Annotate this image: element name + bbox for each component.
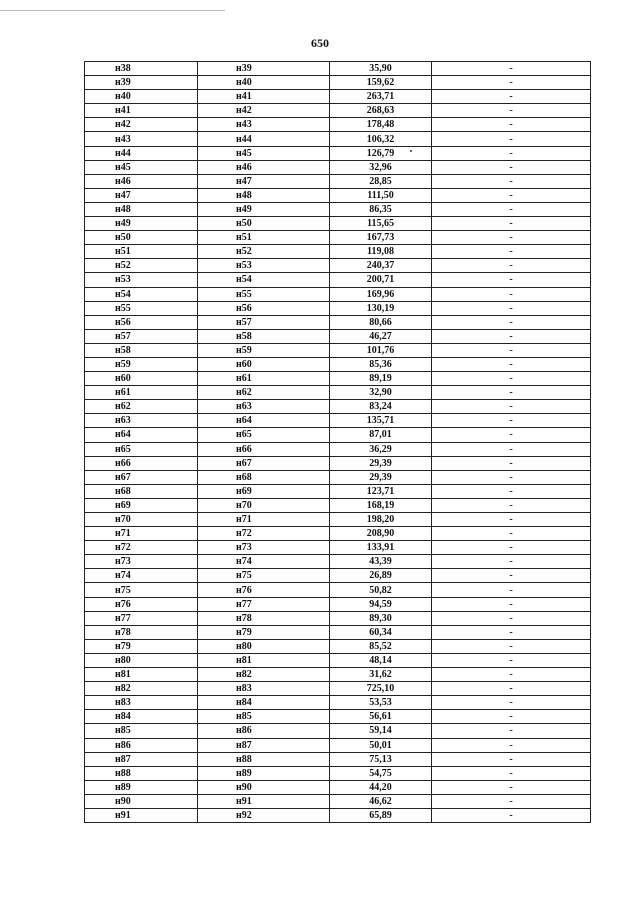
point-to-cell: н50 xyxy=(198,217,330,231)
point-to-cell: н89 xyxy=(198,766,330,780)
length-cell: 50,82 xyxy=(330,583,432,597)
point-from-cell: н76 xyxy=(85,597,198,611)
note-cell: - xyxy=(432,287,591,301)
point-to-cell: н56 xyxy=(198,301,330,315)
length-cell: 119,08 xyxy=(330,245,432,259)
note-cell: - xyxy=(432,470,591,484)
note-cell: - xyxy=(432,315,591,329)
point-from-cell: н69 xyxy=(85,498,198,512)
point-to-cell: н87 xyxy=(198,738,330,752)
point-from-cell: н88 xyxy=(85,766,198,780)
point-from-cell: н44 xyxy=(85,146,198,160)
point-to-cell: н74 xyxy=(198,555,330,569)
length-cell: 48,14 xyxy=(330,653,432,667)
point-from-cell: н51 xyxy=(85,245,198,259)
point-to-cell: н57 xyxy=(198,315,330,329)
note-cell: - xyxy=(432,668,591,682)
table-row xyxy=(85,174,591,188)
length-cell: 725,10 xyxy=(330,682,432,696)
length-cell: 111,50 xyxy=(330,188,432,202)
length-cell: 115,65 xyxy=(330,217,432,231)
point-from-cell: н84 xyxy=(85,710,198,724)
note-cell: - xyxy=(432,357,591,371)
table-row xyxy=(85,217,591,231)
table-row xyxy=(85,132,591,146)
point-to-cell: н61 xyxy=(198,372,330,386)
table-row xyxy=(85,569,591,583)
point-from-cell: н79 xyxy=(85,639,198,653)
point-to-cell: н40 xyxy=(198,76,330,90)
length-cell: 32,96 xyxy=(330,160,432,174)
note-cell: - xyxy=(432,808,591,822)
point-from-cell: н86 xyxy=(85,738,198,752)
point-to-cell: н86 xyxy=(198,724,330,738)
point-to-cell: н84 xyxy=(198,696,330,710)
point-to-cell: н72 xyxy=(198,527,330,541)
length-cell: 135,71 xyxy=(330,414,432,428)
table-row xyxy=(85,118,591,132)
length-cell: 86,35 xyxy=(330,202,432,216)
point-to-cell: н88 xyxy=(198,752,330,766)
point-to-cell: н92 xyxy=(198,808,330,822)
length-cell: 29,39 xyxy=(330,456,432,470)
table-row xyxy=(85,808,591,822)
point-to-cell: н59 xyxy=(198,343,330,357)
length-cell: 80,66 xyxy=(330,315,432,329)
length-cell: 123,71 xyxy=(330,484,432,498)
note-cell: - xyxy=(432,188,591,202)
point-to-cell: н53 xyxy=(198,259,330,273)
table-row xyxy=(85,90,591,104)
point-from-cell: н75 xyxy=(85,583,198,597)
note-cell: - xyxy=(432,653,591,667)
point-from-cell: н58 xyxy=(85,343,198,357)
table-row xyxy=(85,541,591,555)
point-from-cell: н85 xyxy=(85,724,198,738)
point-to-cell: н43 xyxy=(198,118,330,132)
point-to-cell: н49 xyxy=(198,202,330,216)
point-from-cell: н45 xyxy=(85,160,198,174)
point-to-cell: н47 xyxy=(198,174,330,188)
length-cell: 85,52 xyxy=(330,639,432,653)
table-row xyxy=(85,456,591,470)
point-to-cell: н65 xyxy=(198,428,330,442)
length-cell: 83,24 xyxy=(330,400,432,414)
length-cell: 43,39 xyxy=(330,555,432,569)
length-cell: 208,90 xyxy=(330,527,432,541)
note-cell: - xyxy=(432,372,591,386)
note-cell: - xyxy=(432,343,591,357)
point-from-cell: н78 xyxy=(85,625,198,639)
point-from-cell: н71 xyxy=(85,527,198,541)
point-to-cell: н63 xyxy=(198,400,330,414)
note-cell: - xyxy=(432,62,591,76)
table-row xyxy=(85,682,591,696)
note-cell: - xyxy=(432,329,591,343)
point-to-cell: н58 xyxy=(198,329,330,343)
table-row xyxy=(85,484,591,498)
note-cell: - xyxy=(432,217,591,231)
length-cell: 36,29 xyxy=(330,442,432,456)
point-from-cell: н90 xyxy=(85,794,198,808)
note-cell: - xyxy=(432,400,591,414)
point-from-cell: н52 xyxy=(85,259,198,273)
point-to-cell: н45 xyxy=(198,146,330,160)
length-cell: 32,90 xyxy=(330,386,432,400)
point-to-cell: н48 xyxy=(198,188,330,202)
length-cell: 106,32 xyxy=(330,132,432,146)
note-cell: - xyxy=(432,513,591,527)
length-cell: 89,19 xyxy=(330,372,432,386)
note-cell: - xyxy=(432,639,591,653)
length-cell: 101,76 xyxy=(330,343,432,357)
table-row xyxy=(85,428,591,442)
table-row xyxy=(85,625,591,639)
point-from-cell: н70 xyxy=(85,513,198,527)
table-row xyxy=(85,400,591,414)
table-body xyxy=(85,62,591,823)
table-row xyxy=(85,386,591,400)
length-cell: 50,01 xyxy=(330,738,432,752)
point-to-cell: н73 xyxy=(198,541,330,555)
point-to-cell: н77 xyxy=(198,597,330,611)
note-cell: - xyxy=(432,625,591,639)
length-cell: 46,27 xyxy=(330,329,432,343)
table-row xyxy=(85,583,591,597)
table-row xyxy=(85,62,591,76)
point-from-cell: н91 xyxy=(85,808,198,822)
point-to-cell: н80 xyxy=(198,639,330,653)
table-row xyxy=(85,527,591,541)
length-cell: 54,75 xyxy=(330,766,432,780)
table-row xyxy=(85,259,591,273)
table-row xyxy=(85,794,591,808)
point-to-cell: н81 xyxy=(198,653,330,667)
point-to-cell: н68 xyxy=(198,470,330,484)
point-from-cell: н65 xyxy=(85,442,198,456)
table-row xyxy=(85,766,591,780)
point-from-cell: н72 xyxy=(85,541,198,555)
length-cell: 133,91 xyxy=(330,541,432,555)
note-cell: - xyxy=(432,780,591,794)
table-row xyxy=(85,104,591,118)
length-cell: 56,61 xyxy=(330,710,432,724)
point-from-cell: н38 xyxy=(85,62,198,76)
note-cell: - xyxy=(432,682,591,696)
point-from-cell: н47 xyxy=(85,188,198,202)
point-from-cell: н66 xyxy=(85,456,198,470)
table-row xyxy=(85,245,591,259)
length-cell: 240,37 xyxy=(330,259,432,273)
note-cell: - xyxy=(432,428,591,442)
table-row xyxy=(85,329,591,343)
length-cell: 35,90 xyxy=(330,62,432,76)
table-row xyxy=(85,357,591,371)
note-cell: - xyxy=(432,146,591,160)
length-cell: 53,53 xyxy=(330,696,432,710)
point-from-cell: н41 xyxy=(85,104,198,118)
table-row xyxy=(85,738,591,752)
point-from-cell: н87 xyxy=(85,752,198,766)
note-cell: - xyxy=(432,273,591,287)
point-from-cell: н81 xyxy=(85,668,198,682)
point-to-cell: н67 xyxy=(198,456,330,470)
top-rule xyxy=(0,10,225,11)
note-cell: - xyxy=(432,597,591,611)
point-from-cell: н40 xyxy=(85,90,198,104)
length-cell: 168,19 xyxy=(330,498,432,512)
point-from-cell: н49 xyxy=(85,217,198,231)
point-from-cell: н80 xyxy=(85,653,198,667)
table-row xyxy=(85,202,591,216)
note-cell: - xyxy=(432,231,591,245)
note-cell: - xyxy=(432,132,591,146)
note-cell: - xyxy=(432,484,591,498)
note-cell: - xyxy=(432,527,591,541)
point-to-cell: н51 xyxy=(198,231,330,245)
point-from-cell: н83 xyxy=(85,696,198,710)
table-row xyxy=(85,724,591,738)
table-row xyxy=(85,76,591,90)
point-from-cell: н42 xyxy=(85,118,198,132)
table-row xyxy=(85,710,591,724)
length-cell: 29,39 xyxy=(330,470,432,484)
table-row xyxy=(85,315,591,329)
point-from-cell: н67 xyxy=(85,470,198,484)
point-to-cell: н83 xyxy=(198,682,330,696)
page-number: 650 xyxy=(311,36,329,50)
note-cell: - xyxy=(432,301,591,315)
point-from-cell: н89 xyxy=(85,780,198,794)
note-cell: - xyxy=(432,104,591,118)
point-to-cell: н39 xyxy=(198,62,330,76)
note-cell: - xyxy=(432,456,591,470)
length-cell: 85,36 xyxy=(330,357,432,371)
table-row xyxy=(85,273,591,287)
point-to-cell: н54 xyxy=(198,273,330,287)
length-cell: 159,62 xyxy=(330,76,432,90)
boundary-segments-table xyxy=(84,61,591,823)
note-cell: - xyxy=(432,160,591,174)
point-to-cell: н46 xyxy=(198,160,330,174)
point-from-cell: н59 xyxy=(85,357,198,371)
table-row xyxy=(85,188,591,202)
note-cell: - xyxy=(432,766,591,780)
point-to-cell: н41 xyxy=(198,90,330,104)
point-from-cell: н62 xyxy=(85,400,198,414)
point-from-cell: н68 xyxy=(85,484,198,498)
note-cell: - xyxy=(432,794,591,808)
note-cell: - xyxy=(432,442,591,456)
point-to-cell: н78 xyxy=(198,611,330,625)
table-row xyxy=(85,513,591,527)
point-from-cell: н73 xyxy=(85,555,198,569)
point-to-cell: н90 xyxy=(198,780,330,794)
note-cell: - xyxy=(432,174,591,188)
note-cell: - xyxy=(432,611,591,625)
point-from-cell: н48 xyxy=(85,202,198,216)
point-from-cell: н60 xyxy=(85,372,198,386)
note-cell: - xyxy=(432,555,591,569)
length-cell: 60,34 xyxy=(330,625,432,639)
length-cell: 263,71 xyxy=(330,90,432,104)
point-to-cell: н55 xyxy=(198,287,330,301)
length-cell: 200,71 xyxy=(330,273,432,287)
note-cell: - xyxy=(432,118,591,132)
table-row xyxy=(85,611,591,625)
point-from-cell: н82 xyxy=(85,682,198,696)
point-to-cell: н71 xyxy=(198,513,330,527)
length-cell: 31,62 xyxy=(330,668,432,682)
note-cell: - xyxy=(432,541,591,555)
table-row xyxy=(85,780,591,794)
point-to-cell: н76 xyxy=(198,583,330,597)
point-from-cell: н61 xyxy=(85,386,198,400)
point-to-cell: н91 xyxy=(198,794,330,808)
point-to-cell: н60 xyxy=(198,357,330,371)
note-cell: - xyxy=(432,498,591,512)
point-to-cell: н66 xyxy=(198,442,330,456)
point-from-cell: н53 xyxy=(85,273,198,287)
note-cell: - xyxy=(432,738,591,752)
length-cell: 178,48 xyxy=(330,118,432,132)
table-row xyxy=(85,231,591,245)
table-row xyxy=(85,752,591,766)
note-cell: - xyxy=(432,583,591,597)
length-cell: 169,96 xyxy=(330,287,432,301)
length-cell: 198,20 xyxy=(330,513,432,527)
note-cell: - xyxy=(432,259,591,273)
note-cell: - xyxy=(432,90,591,104)
point-from-cell: н64 xyxy=(85,428,198,442)
length-cell: 46,62 xyxy=(330,794,432,808)
note-cell: - xyxy=(432,386,591,400)
length-cell: 94,59 xyxy=(330,597,432,611)
table-row xyxy=(85,597,591,611)
table-row xyxy=(85,442,591,456)
length-cell: 87,01 xyxy=(330,428,432,442)
length-cell: 44,20 xyxy=(330,780,432,794)
point-to-cell: н62 xyxy=(198,386,330,400)
note-cell: - xyxy=(432,752,591,766)
note-cell: - xyxy=(432,569,591,583)
length-cell: 28,85 xyxy=(330,174,432,188)
point-to-cell: н44 xyxy=(198,132,330,146)
point-from-cell: н54 xyxy=(85,287,198,301)
point-to-cell: н70 xyxy=(198,498,330,512)
point-from-cell: н46 xyxy=(85,174,198,188)
note-cell: - xyxy=(432,710,591,724)
length-cell: 59,14 xyxy=(330,724,432,738)
point-to-cell: н85 xyxy=(198,710,330,724)
table-row xyxy=(85,696,591,710)
table-row xyxy=(85,146,591,160)
table-row xyxy=(85,372,591,386)
table-row xyxy=(85,498,591,512)
note-cell: - xyxy=(432,724,591,738)
point-to-cell: н42 xyxy=(198,104,330,118)
length-cell: 89,30 xyxy=(330,611,432,625)
table-row xyxy=(85,653,591,667)
point-from-cell: н50 xyxy=(85,231,198,245)
length-cell: 26,89 xyxy=(330,569,432,583)
point-from-cell: н77 xyxy=(85,611,198,625)
point-from-cell: н56 xyxy=(85,315,198,329)
point-to-cell: н82 xyxy=(198,668,330,682)
point-to-cell: н75 xyxy=(198,569,330,583)
length-cell: 65,89 xyxy=(330,808,432,822)
table-row xyxy=(85,668,591,682)
table-row xyxy=(85,470,591,484)
point-from-cell: н63 xyxy=(85,414,198,428)
note-cell: - xyxy=(432,414,591,428)
table-row xyxy=(85,555,591,569)
length-cell: 167,73 xyxy=(330,231,432,245)
length-cell: 268,63 xyxy=(330,104,432,118)
point-to-cell: н79 xyxy=(198,625,330,639)
note-cell: - xyxy=(432,245,591,259)
point-from-cell: н43 xyxy=(85,132,198,146)
length-cell: 126,79 xyxy=(330,146,432,160)
note-cell: - xyxy=(432,76,591,90)
note-cell: - xyxy=(432,202,591,216)
table-row xyxy=(85,287,591,301)
point-from-cell: н74 xyxy=(85,569,198,583)
point-to-cell: н69 xyxy=(198,484,330,498)
table-row xyxy=(85,160,591,174)
point-from-cell: н57 xyxy=(85,329,198,343)
table-row xyxy=(85,639,591,653)
table-row xyxy=(85,414,591,428)
point-from-cell: н39 xyxy=(85,76,198,90)
point-from-cell: н55 xyxy=(85,301,198,315)
point-to-cell: н52 xyxy=(198,245,330,259)
note-cell: - xyxy=(432,696,591,710)
point-to-cell: н64 xyxy=(198,414,330,428)
table-row xyxy=(85,301,591,315)
table-row xyxy=(85,343,591,357)
length-cell: 130,19 xyxy=(330,301,432,315)
length-cell: 75,13 xyxy=(330,752,432,766)
